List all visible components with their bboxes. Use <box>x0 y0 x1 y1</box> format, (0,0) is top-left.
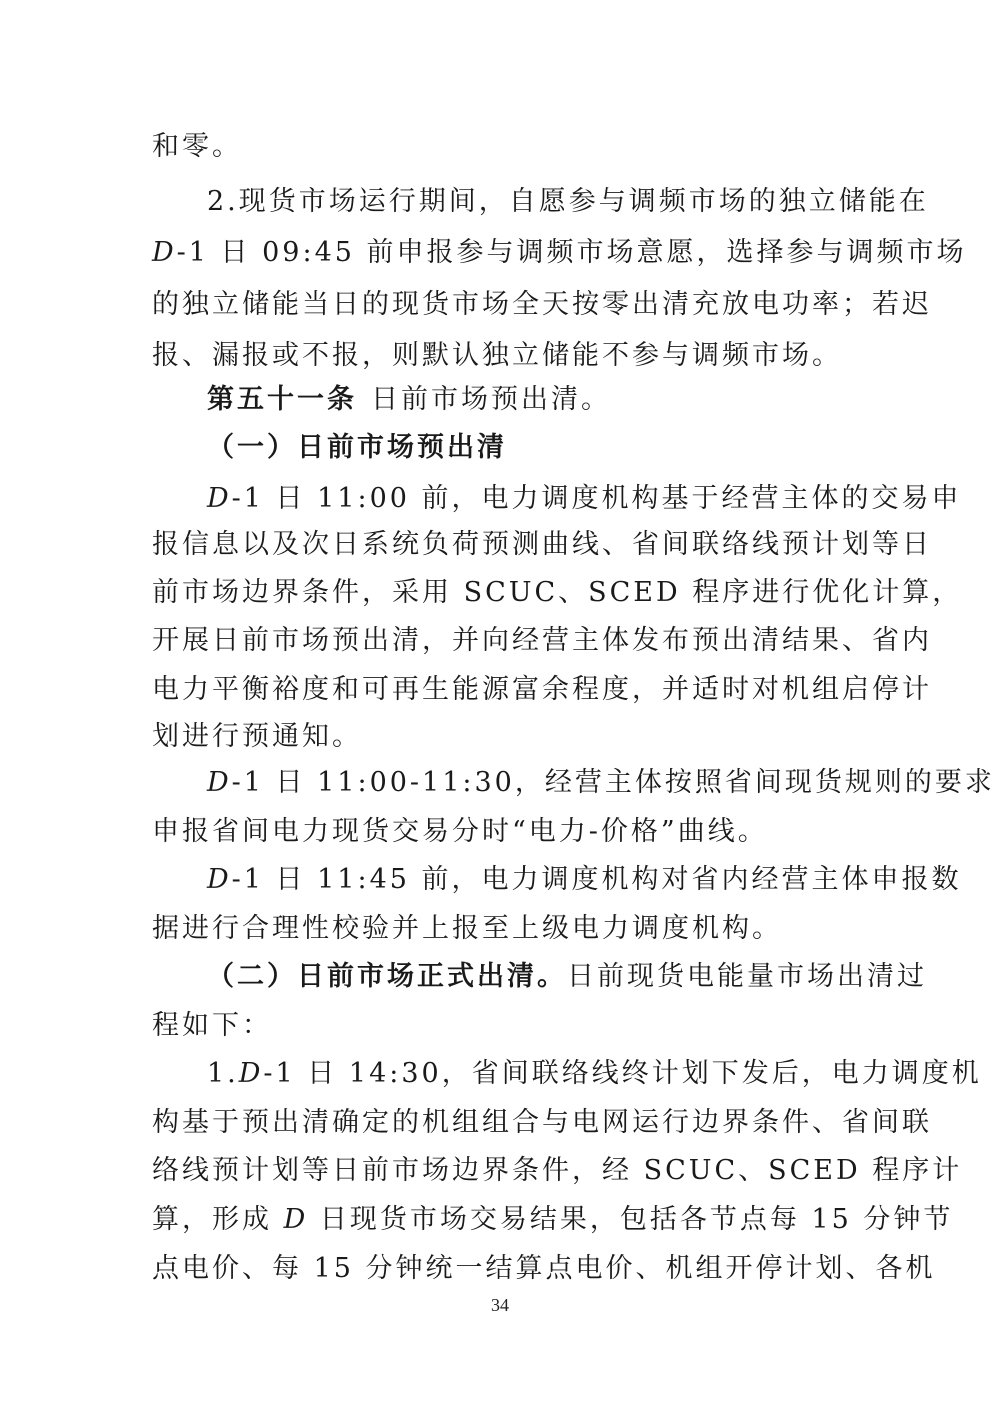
text-line: 算，形成 D 日现货市场交易结果，包括各节点每 15 分钟节 <box>152 1204 954 1235</box>
page-number: 34 <box>491 1295 509 1315</box>
text-line: 构基于预出清确定的机组组合与电网运行边界条件、省间联 <box>152 1107 932 1138</box>
text-line: 程如下： <box>152 1010 272 1041</box>
text-line: 的独立储能当日的现货市场全天按零出清充放电功率；若迟 <box>152 289 932 320</box>
text-line: D-1 日 11:45 前，电力调度机构对省内经营主体申报数 <box>207 864 962 895</box>
text-line: D-1 日 11:00-11:30，经营主体按照省间现货规则的要求 <box>207 767 995 798</box>
text-line: 2.现货市场运行期间，自愿参与调频市场的独立储能在 <box>207 186 929 217</box>
section-heading: （一）日前市场预出清 <box>207 432 507 463</box>
text-line: D-1 日 11:00 前，电力调度机构基于经营主体的交易申 <box>207 483 962 514</box>
text-line: 电力平衡裕度和可再生能源富余程度，并适时对机组启停计 <box>152 674 932 705</box>
text-line: 1.D-1 日 14:30，省间联络线终计划下发后，电力调度机 <box>207 1058 982 1089</box>
section-heading: （二）日前市场正式出清。日前现货电能量市场出清过 <box>207 961 927 992</box>
text-line: 报信息以及次日系统负荷预测曲线、省间联络线预计划等日 <box>152 529 932 560</box>
article-label: 第五十一条 <box>207 384 357 415</box>
text-line: 据进行合理性校验并上报至上级电力调度机构。 <box>152 913 782 944</box>
text-line: 申报省间电力现货交易分时“电力-价格”曲线。 <box>152 816 768 847</box>
text-line: 点电价、每 15 分钟统一结算点电价、机组开停计划、各机 <box>152 1253 936 1284</box>
text-line: 络线预计划等日前市场边界条件，经 SCUC、SCED 程序计 <box>152 1155 963 1186</box>
article-heading: 第五十一条 日前市场预出清。 <box>207 384 611 415</box>
text-line: 开展日前市场预出清，并向经营主体发布预出清结果、省内 <box>152 625 932 656</box>
text-line: 报、漏报或不报，则默认独立储能不参与调频市场。 <box>152 340 842 371</box>
text-line: 划进行预通知。 <box>152 721 362 752</box>
text-line: 前市场边界条件，采用 SCUC、SCED 程序进行优化计算， <box>152 577 963 608</box>
text-line: 和零。 <box>152 131 242 162</box>
text-line: D-1 日 09:45 前申报参与调频市场意愿，选择参与调频市场 <box>152 237 967 268</box>
